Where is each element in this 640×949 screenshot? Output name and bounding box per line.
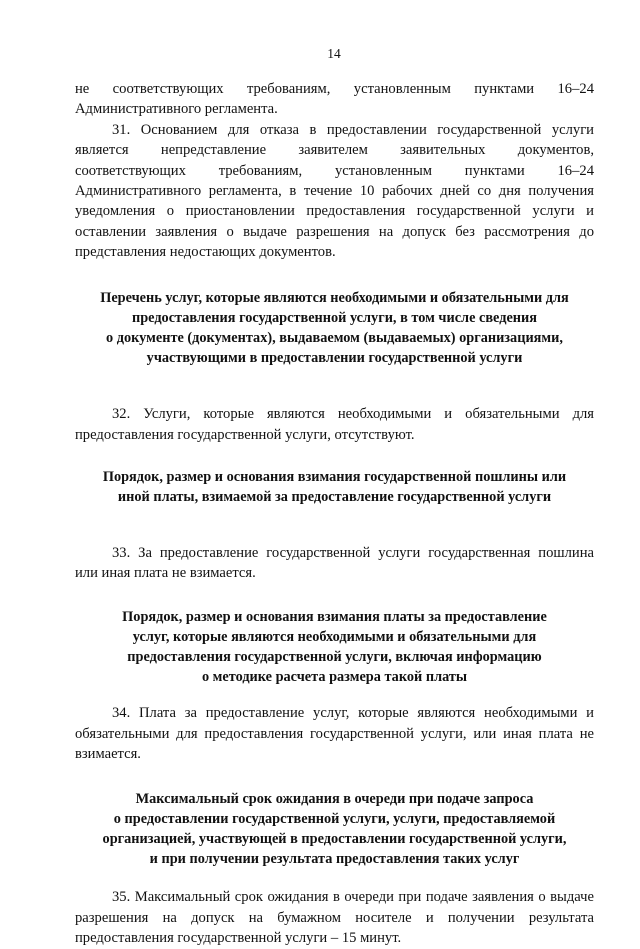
- heading-line: Перечень услуг, которые являются необходимыми и обязательными для: [100, 289, 569, 306]
- heading-line: предоставления государственной услуги, включая информацию: [127, 648, 542, 665]
- heading-line: организацией, участвующей в предоставлении государственной услуги,: [102, 830, 567, 847]
- paragraph-31: 31. Основанием для отказа в предоставлении государственной услуги является непредставление заявителем заявительных документов, соответствующих требованиям, установленным пунктами 16–24 Административного регламента, в течение 10 рабочих дней со дня получения уведомления о приостановлении предоставления государственной услуги и оставлении заявления о выдаче разрешения на допуск без рассмотрения до представления недостающих документов.: [75, 121, 594, 261]
- heading-line: Порядок, размер и основания взимания государственной пошлины или: [102, 469, 567, 486]
- heading-line: и при получении результата предоставления таких услуг: [149, 851, 520, 868]
- heading-state-duty: [75, 467, 594, 507]
- heading-services-list: [75, 288, 594, 369]
- heading-line: Максимальный срок ожидания в очереди при подаче запроса: [135, 790, 534, 807]
- heading-max-wait-time: [75, 789, 594, 870]
- heading-line: о методике расчета размера такой платы: [201, 669, 468, 686]
- heading-line: иной платы, взимаемой за предоставление государственной услуги: [117, 489, 552, 506]
- paragraph-34: 34. Плата за предоставление услуг, которые являются необходимыми и обязательными для предоставления государственной услуги, или иная плата не взимается.: [75, 705, 594, 763]
- heading-line: Порядок, размер и основания взимания платы за предоставление: [122, 608, 547, 625]
- heading-line: услуг, которые являются необходимыми и обязательными для: [132, 628, 537, 645]
- heading-line: участвующими в предоставлении государственной услуги: [146, 350, 523, 367]
- page-number: 14: [327, 46, 341, 61]
- heading-line: предоставления государственной услуги, в том числе сведения: [131, 309, 537, 326]
- heading-payment-order: [75, 607, 594, 688]
- document-body: [75, 79, 594, 949]
- paragraph-32: 32. Услуги, которые являются необходимыми и обязательными для предоставления государственной услуги, отсутствуют.: [75, 406, 594, 443]
- paragraph-33: 33. За предоставление государственной услуги государственная пошлина или иная плата не взимается.: [75, 544, 594, 582]
- heading-line: о документе (документах), выдаваемом (выдаваемых) организациями,: [106, 330, 563, 347]
- paragraph-continuation: не соответствующих требованиям, установленным пунктами 16–24 Административного регламента.: [75, 81, 594, 118]
- heading-line: о предоставлении государственной услуги, услуги, предоставляемой: [113, 810, 556, 827]
- paragraph-35: 35. Максимальный срок ожидания в очереди при подаче заявления о выдаче разрешения на допуск на бумажном носителе и получении результата предоставления государственной услуги – 15 минут.: [75, 889, 594, 947]
